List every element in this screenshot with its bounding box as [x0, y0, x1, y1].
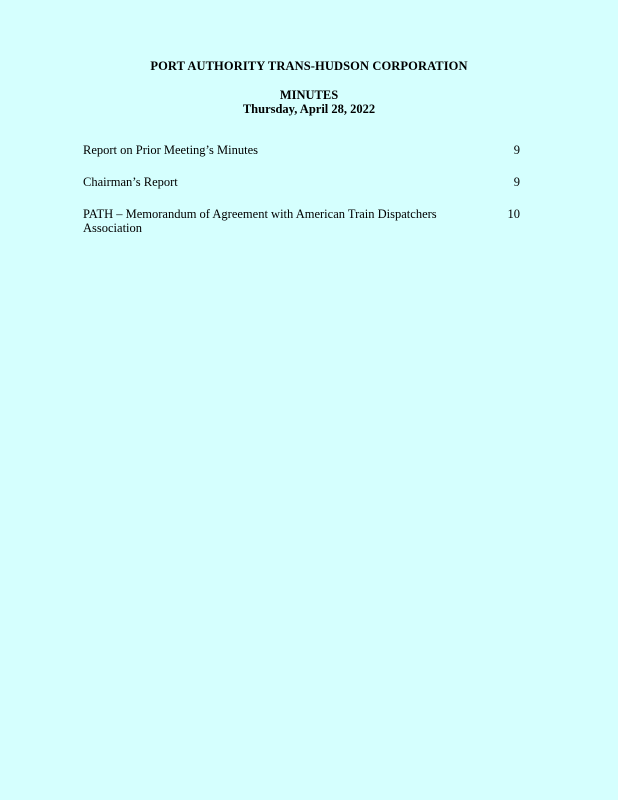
toc-item-page: 10 [507, 207, 520, 221]
toc-item-page: 9 [513, 175, 520, 189]
document-heading [0, 88, 618, 116]
table-of-contents [83, 143, 523, 235]
minutes-heading: MINUTES [279, 88, 339, 102]
toc-item [83, 207, 523, 235]
toc-item-page: 9 [513, 143, 520, 157]
toc-item [83, 143, 523, 157]
toc-item-label: Report on Prior Meeting’s Minutes [83, 143, 258, 157]
toc-item [83, 175, 523, 189]
organization-title: PORT AUTHORITY TRANS-HUDSON CORPORATION [150, 59, 468, 73]
meeting-date: Thursday, April 28, 2022 [242, 102, 376, 116]
toc-item-label: Chairman’s Report [83, 175, 178, 189]
toc-item-label: PATH – Memorandum of Agreement with American Train Dispatchers Association [83, 207, 437, 235]
